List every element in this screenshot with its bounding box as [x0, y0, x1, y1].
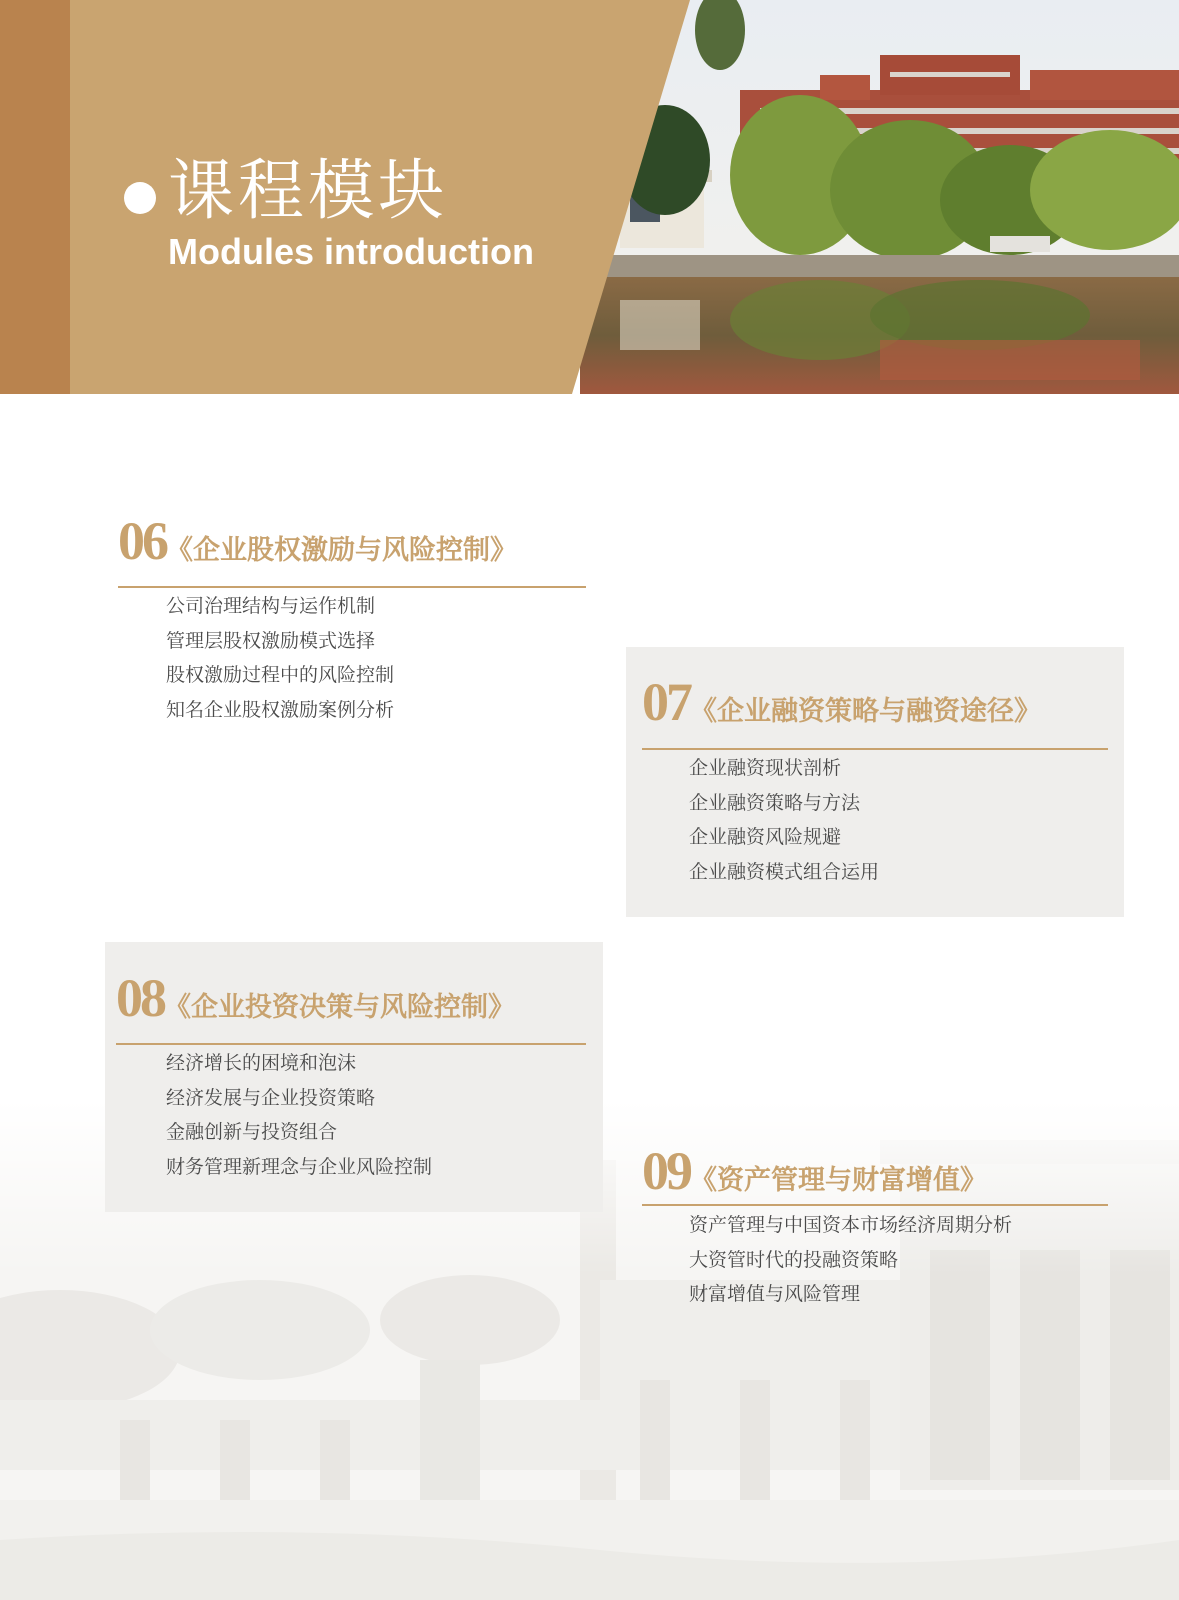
- module-item-list: [166, 1046, 432, 1184]
- module-number: 08: [116, 968, 164, 1028]
- module-heading: [118, 510, 517, 572]
- module-number: 06: [118, 511, 166, 571]
- header-banner: [0, 0, 1179, 394]
- list-item: 经济增长的困境和泡沫: [166, 1052, 357, 1074]
- module-number: 09: [642, 1141, 690, 1201]
- module-item-list: [166, 589, 394, 727]
- module-06: [118, 510, 588, 730]
- module-divider: [642, 1204, 1108, 1206]
- list-item: 财富增值与风险管理: [689, 1283, 861, 1305]
- list-item: 大资管时代的投融资策略: [689, 1248, 899, 1271]
- page-subtitle: Modules introduction: [168, 231, 534, 272]
- list-item: 财务管理新理念与企业风险控制: [166, 1155, 433, 1178]
- module-number: 07: [642, 672, 690, 732]
- module-title: 《企业投资决策与风险控制》: [164, 992, 515, 1023]
- module-08: [105, 942, 603, 1212]
- module-heading: [642, 1140, 987, 1202]
- module-divider: [642, 748, 1108, 750]
- title-bullet-icon: [124, 182, 156, 214]
- module-divider: [118, 586, 586, 588]
- module-heading: [642, 671, 1041, 733]
- list-item: 经济发展与企业投资策略: [166, 1086, 376, 1109]
- module-title: 《资产管理与财富增值》: [690, 1165, 987, 1196]
- module-item-list: [689, 751, 879, 889]
- list-item: 企业融资模式组合运用: [689, 860, 880, 883]
- list-item: 知名企业股权激励案例分析: [166, 698, 395, 721]
- module-title: 《企业股权激励与风险控制》: [166, 535, 517, 566]
- module-item-list: [689, 1208, 1012, 1312]
- list-item: 金融创新与投资组合: [166, 1121, 338, 1143]
- list-item: 企业融资策略与方法: [689, 791, 861, 814]
- list-item: 企业融资风险规避: [689, 826, 842, 848]
- module-09: [642, 1140, 1112, 1340]
- page-title: 课程模块: [168, 152, 448, 229]
- list-item: 资产管理与中国资本市场经济周期分析: [689, 1214, 1013, 1236]
- module-title: 《企业融资策略与融资途径》: [690, 696, 1041, 727]
- module-07: [626, 647, 1124, 917]
- list-item: 企业融资现状剖析: [689, 757, 842, 779]
- list-item: 管理层股权激励模式选择: [166, 629, 376, 652]
- list-item: 股权激励过程中的风险控制: [166, 664, 395, 686]
- module-divider: [116, 1043, 586, 1045]
- list-item: 公司治理结构与运作机制: [166, 595, 376, 617]
- module-heading: [116, 967, 515, 1029]
